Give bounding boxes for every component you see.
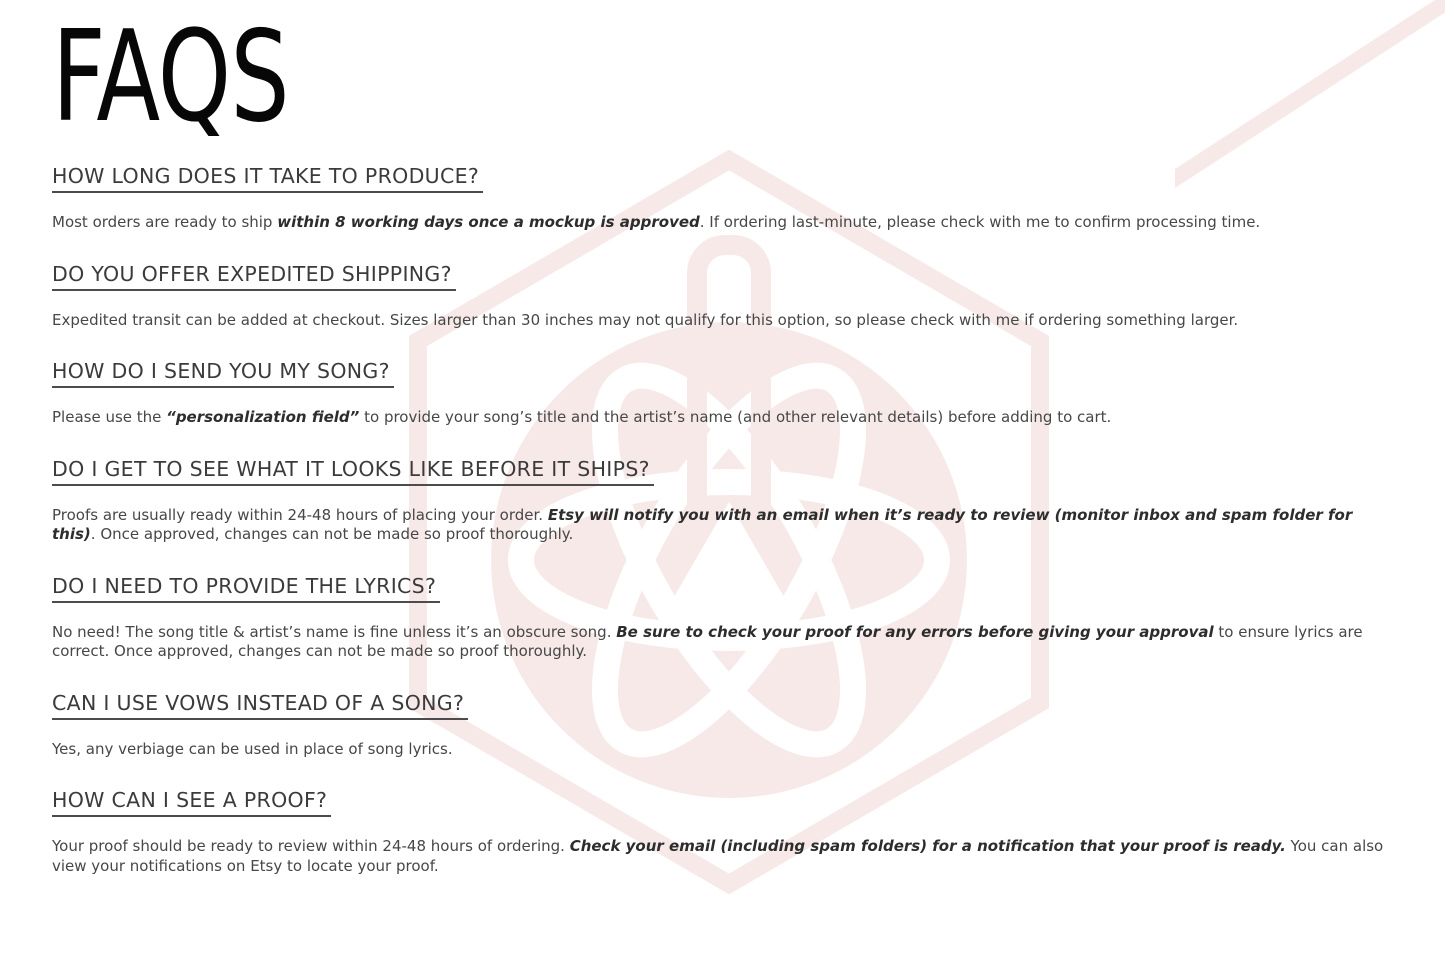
faq-question-text: CAN I USE VOWS INSTEAD OF A SONG? [52, 691, 468, 720]
faq-question-text: HOW LONG DOES IT TAKE TO PRODUCE? [52, 164, 483, 193]
answer-text: . Once approved, changes can not be made so proof thoroughly. [90, 525, 574, 543]
faq-question-text: DO I GET TO SEE WHAT IT LOOKS LIKE BEFORE IT SHIPS? [52, 457, 654, 486]
answer-text: . If ordering last-minute, please check with me to confirm processing time. [699, 213, 1261, 231]
faq-item [52, 164, 1397, 233]
faq-list [52, 164, 1397, 876]
content [52, 3, 1397, 905]
faq-item [52, 574, 1397, 662]
faq-question [52, 457, 1397, 481]
answer-text: Yes, any verbiage can be used in place of song lyrics. [52, 739, 453, 758]
answer-text: Please use the [52, 408, 167, 426]
faq-answer [52, 408, 1397, 428]
faq-question [52, 262, 1397, 286]
faq-question-text: DO YOU OFFER EXPEDITED SHIPPING? [52, 262, 456, 291]
faq-answer [52, 506, 1397, 545]
faq-item [52, 691, 1397, 760]
page-title [52, 3, 1397, 150]
faq-question [52, 359, 1397, 383]
answer-emphasis-text: Etsy will notify you with an email when it’s ready to review (monitor inbox and spam folder for this) [52, 505, 1353, 543]
faq-item [52, 457, 1397, 545]
answer-emphasis-text: Be sure to check your proof for any errors before giving your approval [616, 622, 1214, 641]
faq-item [52, 262, 1397, 331]
faq-question [52, 574, 1397, 598]
faq-question [52, 691, 1397, 715]
faq-question [52, 164, 1397, 188]
faq-item [52, 359, 1397, 428]
answer-text: No need! The song title & artist’s name is fine unless it’s an obscure song. [52, 622, 617, 641]
answer-emphasis-text: “personalization field” [166, 408, 360, 426]
answer-text: to provide your song’s title and the artist’s name (and other relevant details) before adding to cart. [359, 408, 1112, 426]
answer-text: Expedited transit can be added at checkout. Sizes larger than 30 inches may not qualify for this option, so please check with me if ordering something larger. [52, 310, 1239, 329]
faq-answer [52, 837, 1397, 876]
faq-answer [52, 213, 1397, 233]
answer-text: You can also view your notifications on Etsy to locate your proof. [52, 837, 1384, 875]
faq-question-text: HOW CAN I SEE A PROOF? [52, 788, 331, 817]
faq-question [52, 788, 1397, 812]
answer-emphasis-text: within 8 working days once a mockup is approved [277, 213, 700, 231]
faq-item [52, 788, 1397, 876]
faq-answer [52, 740, 1397, 760]
answer-text: Most orders are ready to ship [52, 213, 278, 231]
faq-question-text: HOW DO I SEND YOU MY SONG? [52, 359, 394, 388]
answer-text: Your proof should be ready to review within 24-48 hours of ordering. [52, 837, 570, 855]
faq-answer [52, 311, 1397, 331]
answer-text: Proofs are usually ready within 24-48 hours of placing your order. [52, 505, 548, 524]
faq-answer [52, 623, 1397, 662]
faq-question-text: DO I NEED TO PROVIDE THE LYRICS? [52, 574, 440, 603]
page-title-text: FAQS [52, 3, 289, 150]
answer-text: to ensure lyrics are correct. Once approved, changes can not be made so proof thoroughly. [52, 622, 1363, 660]
answer-emphasis-text: Check your email (including spam folders) for a notification that your proof is ready. [569, 837, 1286, 855]
